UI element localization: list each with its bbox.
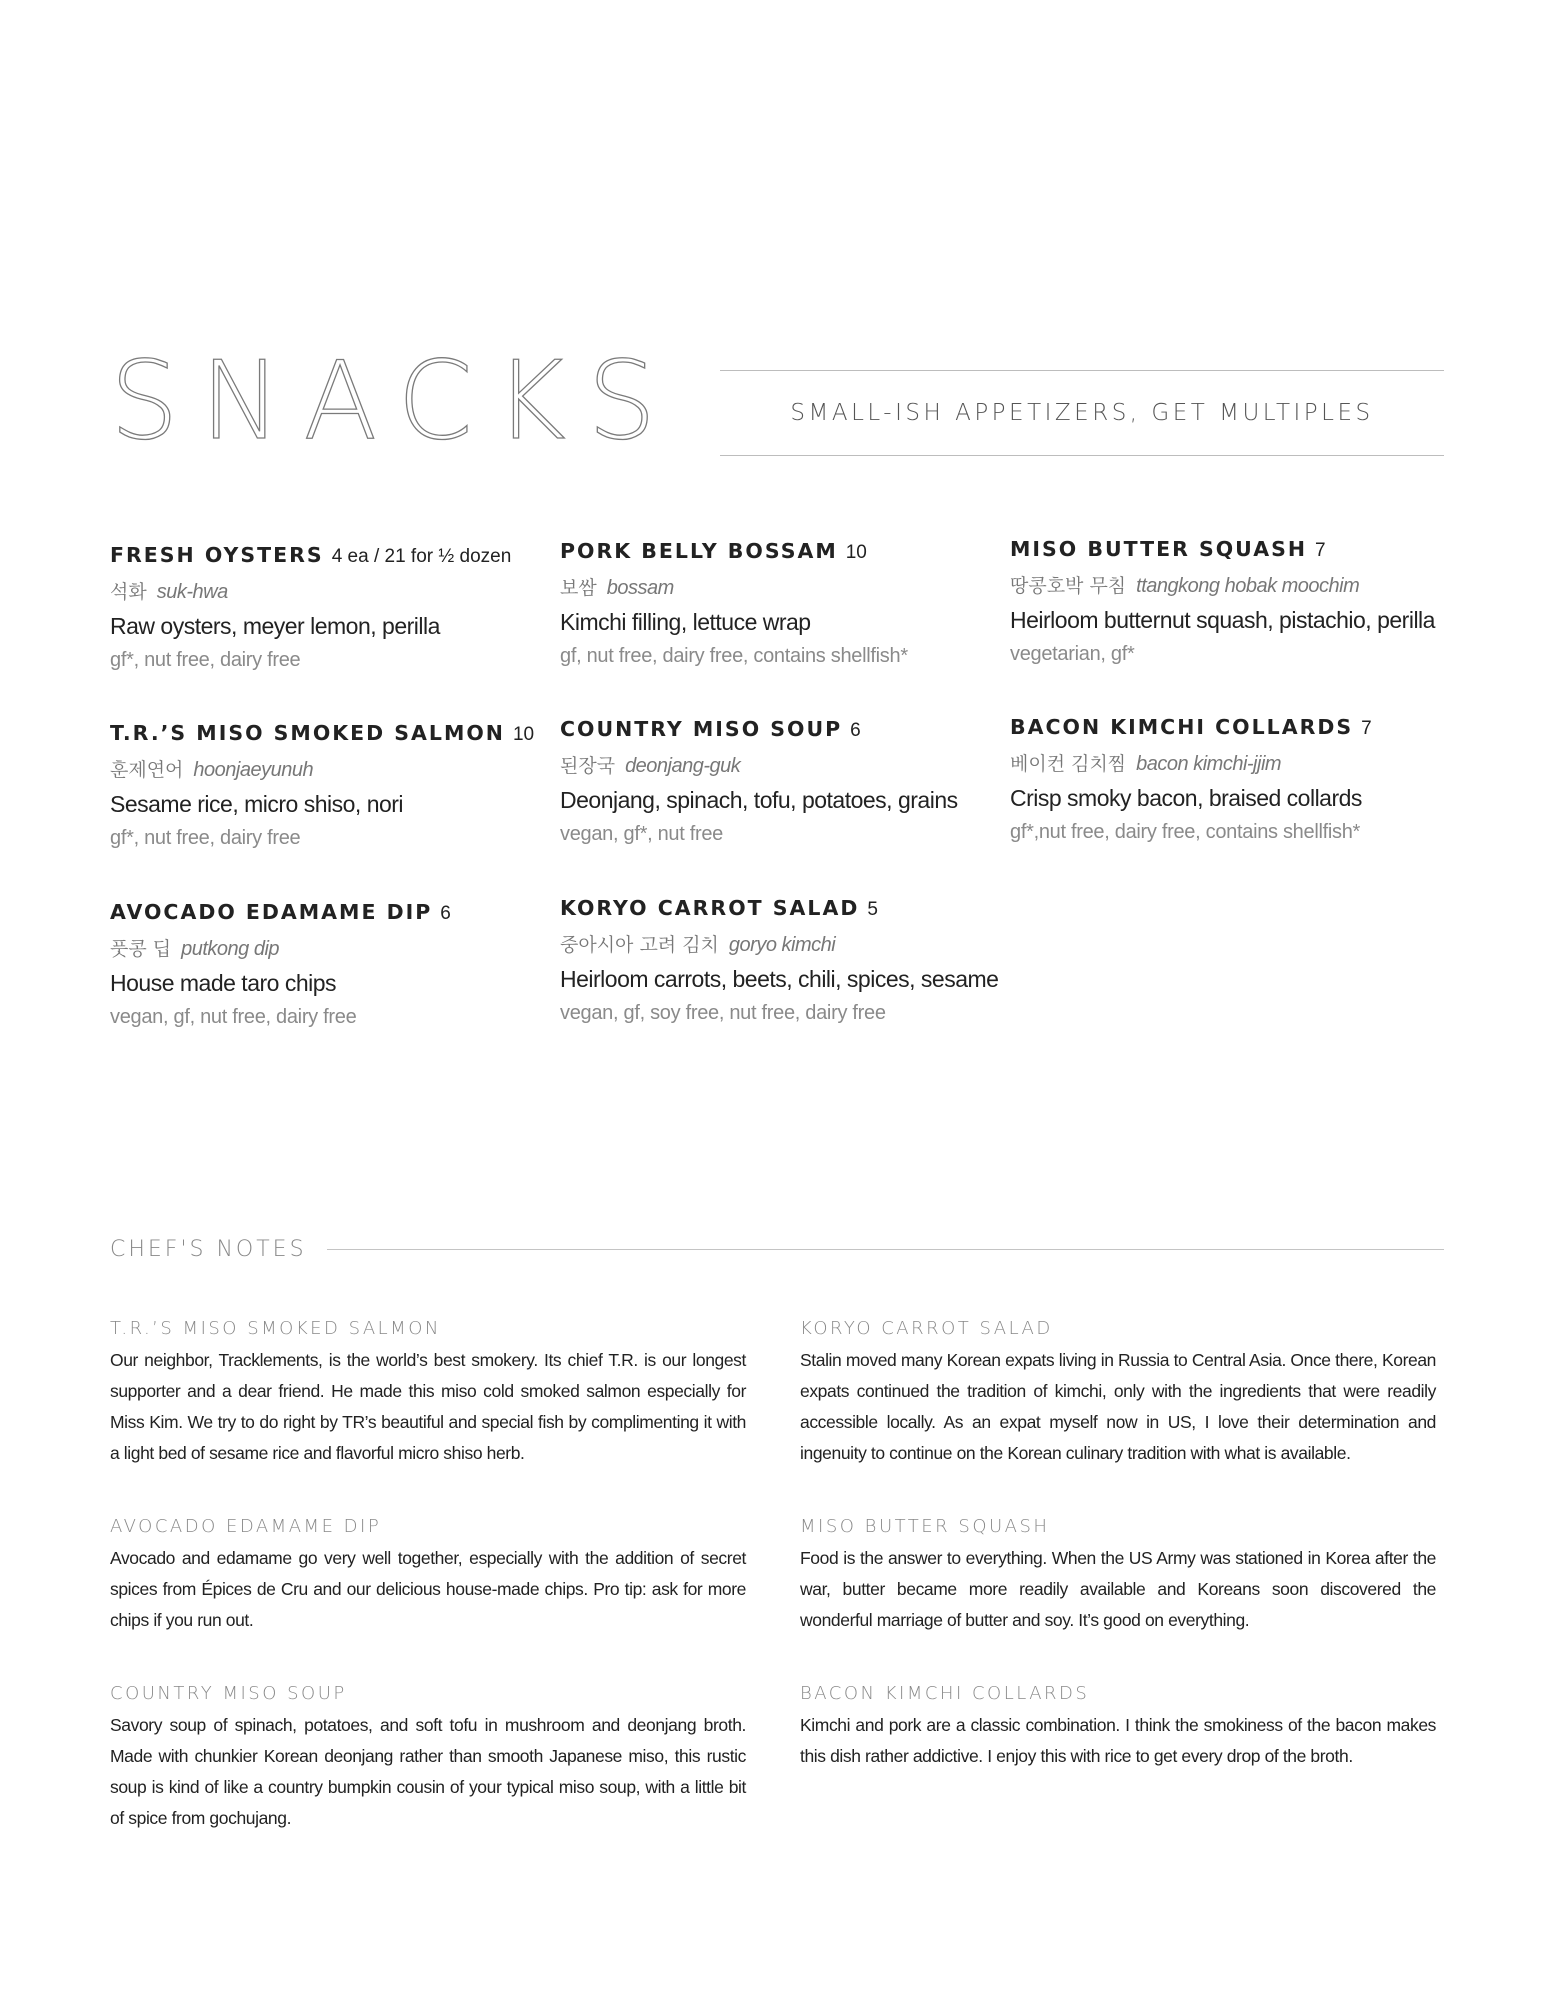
chefs-notes-title: CHEF'S NOTES	[110, 1237, 307, 1262]
chef-note	[800, 1683, 1436, 1772]
item-dietary: vegan, gf*, nut free	[560, 823, 724, 845]
item-korean-name: 석화 suk-hwa	[110, 581, 228, 603]
note-body: Food is the answer to everything. When the US Army was stationed in Korea after the war, butter became more readily available and Koreans soon discovered the wonderful marriage of butter and soy. It’s good on everything.	[800, 1548, 1436, 1630]
menu-item	[560, 539, 1000, 668]
item-dietary: gf*, nut free, dairy free	[110, 649, 301, 671]
item-korean-name: 중아시아 고려 김치 goryo kimchi	[560, 934, 836, 956]
item-price: 7	[1361, 718, 1372, 739]
item-dietary: gf*,nut free, dairy free, contains shellfish*	[1010, 821, 1361, 843]
tagline: SMALL-ISH APPETIZERS, GET MULTIPLES	[790, 400, 1374, 426]
item-description: Heirloom butternut squash, pistachio, perilla	[1010, 607, 1435, 633]
item-korean-name: 보쌈 bossam	[560, 577, 674, 599]
item-price: 6	[440, 903, 451, 924]
menu-item	[560, 717, 1000, 846]
note-body: Kimchi and pork are a classic combination. I think the smokiness of the bacon makes this dish rather addictive. I enjoy this with rice to get every drop of the broth.	[800, 1715, 1436, 1766]
chef-note	[110, 1683, 746, 1834]
divider	[327, 1249, 1444, 1250]
item-name: PORK BELLY BOSSAM 10	[560, 539, 867, 563]
item-dietary: gf*, nut free, dairy free	[110, 827, 301, 849]
item-price: 6	[850, 720, 861, 741]
note-title: KORYO CARROT SALAD	[800, 1318, 1053, 1339]
item-korean-name: 땅콩호박 무침 ttangkong hobak moochim	[1010, 575, 1360, 597]
item-price: 5	[867, 899, 878, 920]
note-body: Our neighbor, Tracklements, is the world’s best smokery. Its chief T.R. is our longest supporter and a dear friend. He made this miso cold smoked salmon especially for Miss Kim. We try to do right by TR’s beautiful and special fish by complimenting it with a light bed of sesame rice and flavorful micro shiso herb.	[110, 1350, 746, 1463]
item-description: Raw oysters, meyer lemon, perilla	[110, 613, 440, 639]
note-title: T.R.’S MISO SMOKED SALMON	[110, 1318, 441, 1339]
item-description: Sesame rice, micro shiso, nori	[110, 791, 404, 817]
item-dietary: vegan, gf, soy free, nut free, dairy free	[560, 1002, 886, 1024]
item-description: House made taro chips	[110, 970, 337, 996]
menu-item	[1010, 537, 1450, 666]
item-name: MISO BUTTER SQUASH 7	[1010, 537, 1326, 561]
item-name: COUNTRY MISO SOUP 6	[560, 717, 861, 741]
item-korean-name: 훈제연어 hoonjaeyunuh	[110, 759, 314, 781]
item-price: 7	[1315, 540, 1326, 561]
item-description: Kimchi filling, lettuce wrap	[560, 609, 811, 635]
chef-note	[110, 1516, 746, 1636]
item-korean-name: 된장국 deonjang-guk	[560, 755, 741, 777]
item-price: 10	[512, 724, 535, 745]
note-title: COUNTRY MISO SOUP	[110, 1683, 347, 1704]
item-description: Crisp smoky bacon, braised collards	[1010, 785, 1362, 811]
note-title: MISO BUTTER SQUASH	[800, 1516, 1050, 1537]
chef-note	[800, 1516, 1436, 1636]
menu-item	[1010, 715, 1450, 844]
item-name: BACON KIMCHI COLLARDS 7	[1010, 715, 1372, 739]
item-price: 4 ea / 21 for ½ dozen	[331, 546, 512, 567]
menu-item	[110, 900, 550, 1029]
item-description: Deonjang, spinach, tofu, potatoes, grains	[560, 787, 958, 813]
note-body: Stalin moved many Korean expats living in Russia to Central Asia. Once there, Korean expats continued the tradition of kimchi, only with the ingredients that were readily accessible locally. As an expat myself now in US, I love their determination and ingenuity to continue on the Korean culinary tradition with what is available.	[800, 1350, 1436, 1463]
note-title: AVOCADO EDAMAME DIP	[110, 1516, 382, 1537]
item-dietary: vegan, gf, nut free, dairy free	[110, 1006, 357, 1028]
item-name: KORYO CARROT SALAD 5	[560, 896, 878, 920]
item-dietary: vegetarian, gf*	[1010, 643, 1135, 665]
item-dietary: gf, nut free, dairy free, contains shellfish*	[560, 645, 908, 667]
note-body: Savory soup of spinach, potatoes, and soft tofu in mushroom and deonjang broth. Made with chunkier Korean deonjang rather than smooth Japanese miso, this rustic soup is kind of like a country bumpkin cousin of your typical miso soup, with a little bit of spice from gochujang.	[110, 1715, 746, 1828]
item-name: FRESH OYSTERS 4 ea / 21 for ½ dozen	[110, 543, 512, 567]
menu-item	[110, 721, 550, 850]
chef-note	[110, 1318, 746, 1469]
item-name: T.R.’S MISO SMOKED SALMON 10	[110, 721, 535, 745]
item-price: 10	[845, 542, 867, 563]
note-body: Avocado and edamame go very well together, especially with the addition of secret spices from Épices de Cru and our delicious house-made chips. Pro tip: ask for more chips if you run out.	[110, 1548, 746, 1630]
tagline-banner	[720, 370, 1444, 456]
note-title: BACON KIMCHI COLLARDS	[800, 1683, 1090, 1704]
item-description: Heirloom carrots, beets, chili, spices, sesame	[560, 966, 999, 992]
page-title: SNACKS	[110, 339, 679, 464]
menu-item	[110, 543, 550, 672]
item-korean-name: 베이컨 김치찜 bacon kimchi-jjim	[1010, 753, 1282, 775]
menu-item	[560, 896, 1000, 1025]
chef-note	[800, 1318, 1436, 1469]
item-name: AVOCADO EDAMAME DIP 6	[110, 900, 451, 924]
chefs-notes-header	[110, 1237, 1444, 1262]
item-korean-name: 풋콩 딥 putkong dip	[110, 938, 280, 960]
